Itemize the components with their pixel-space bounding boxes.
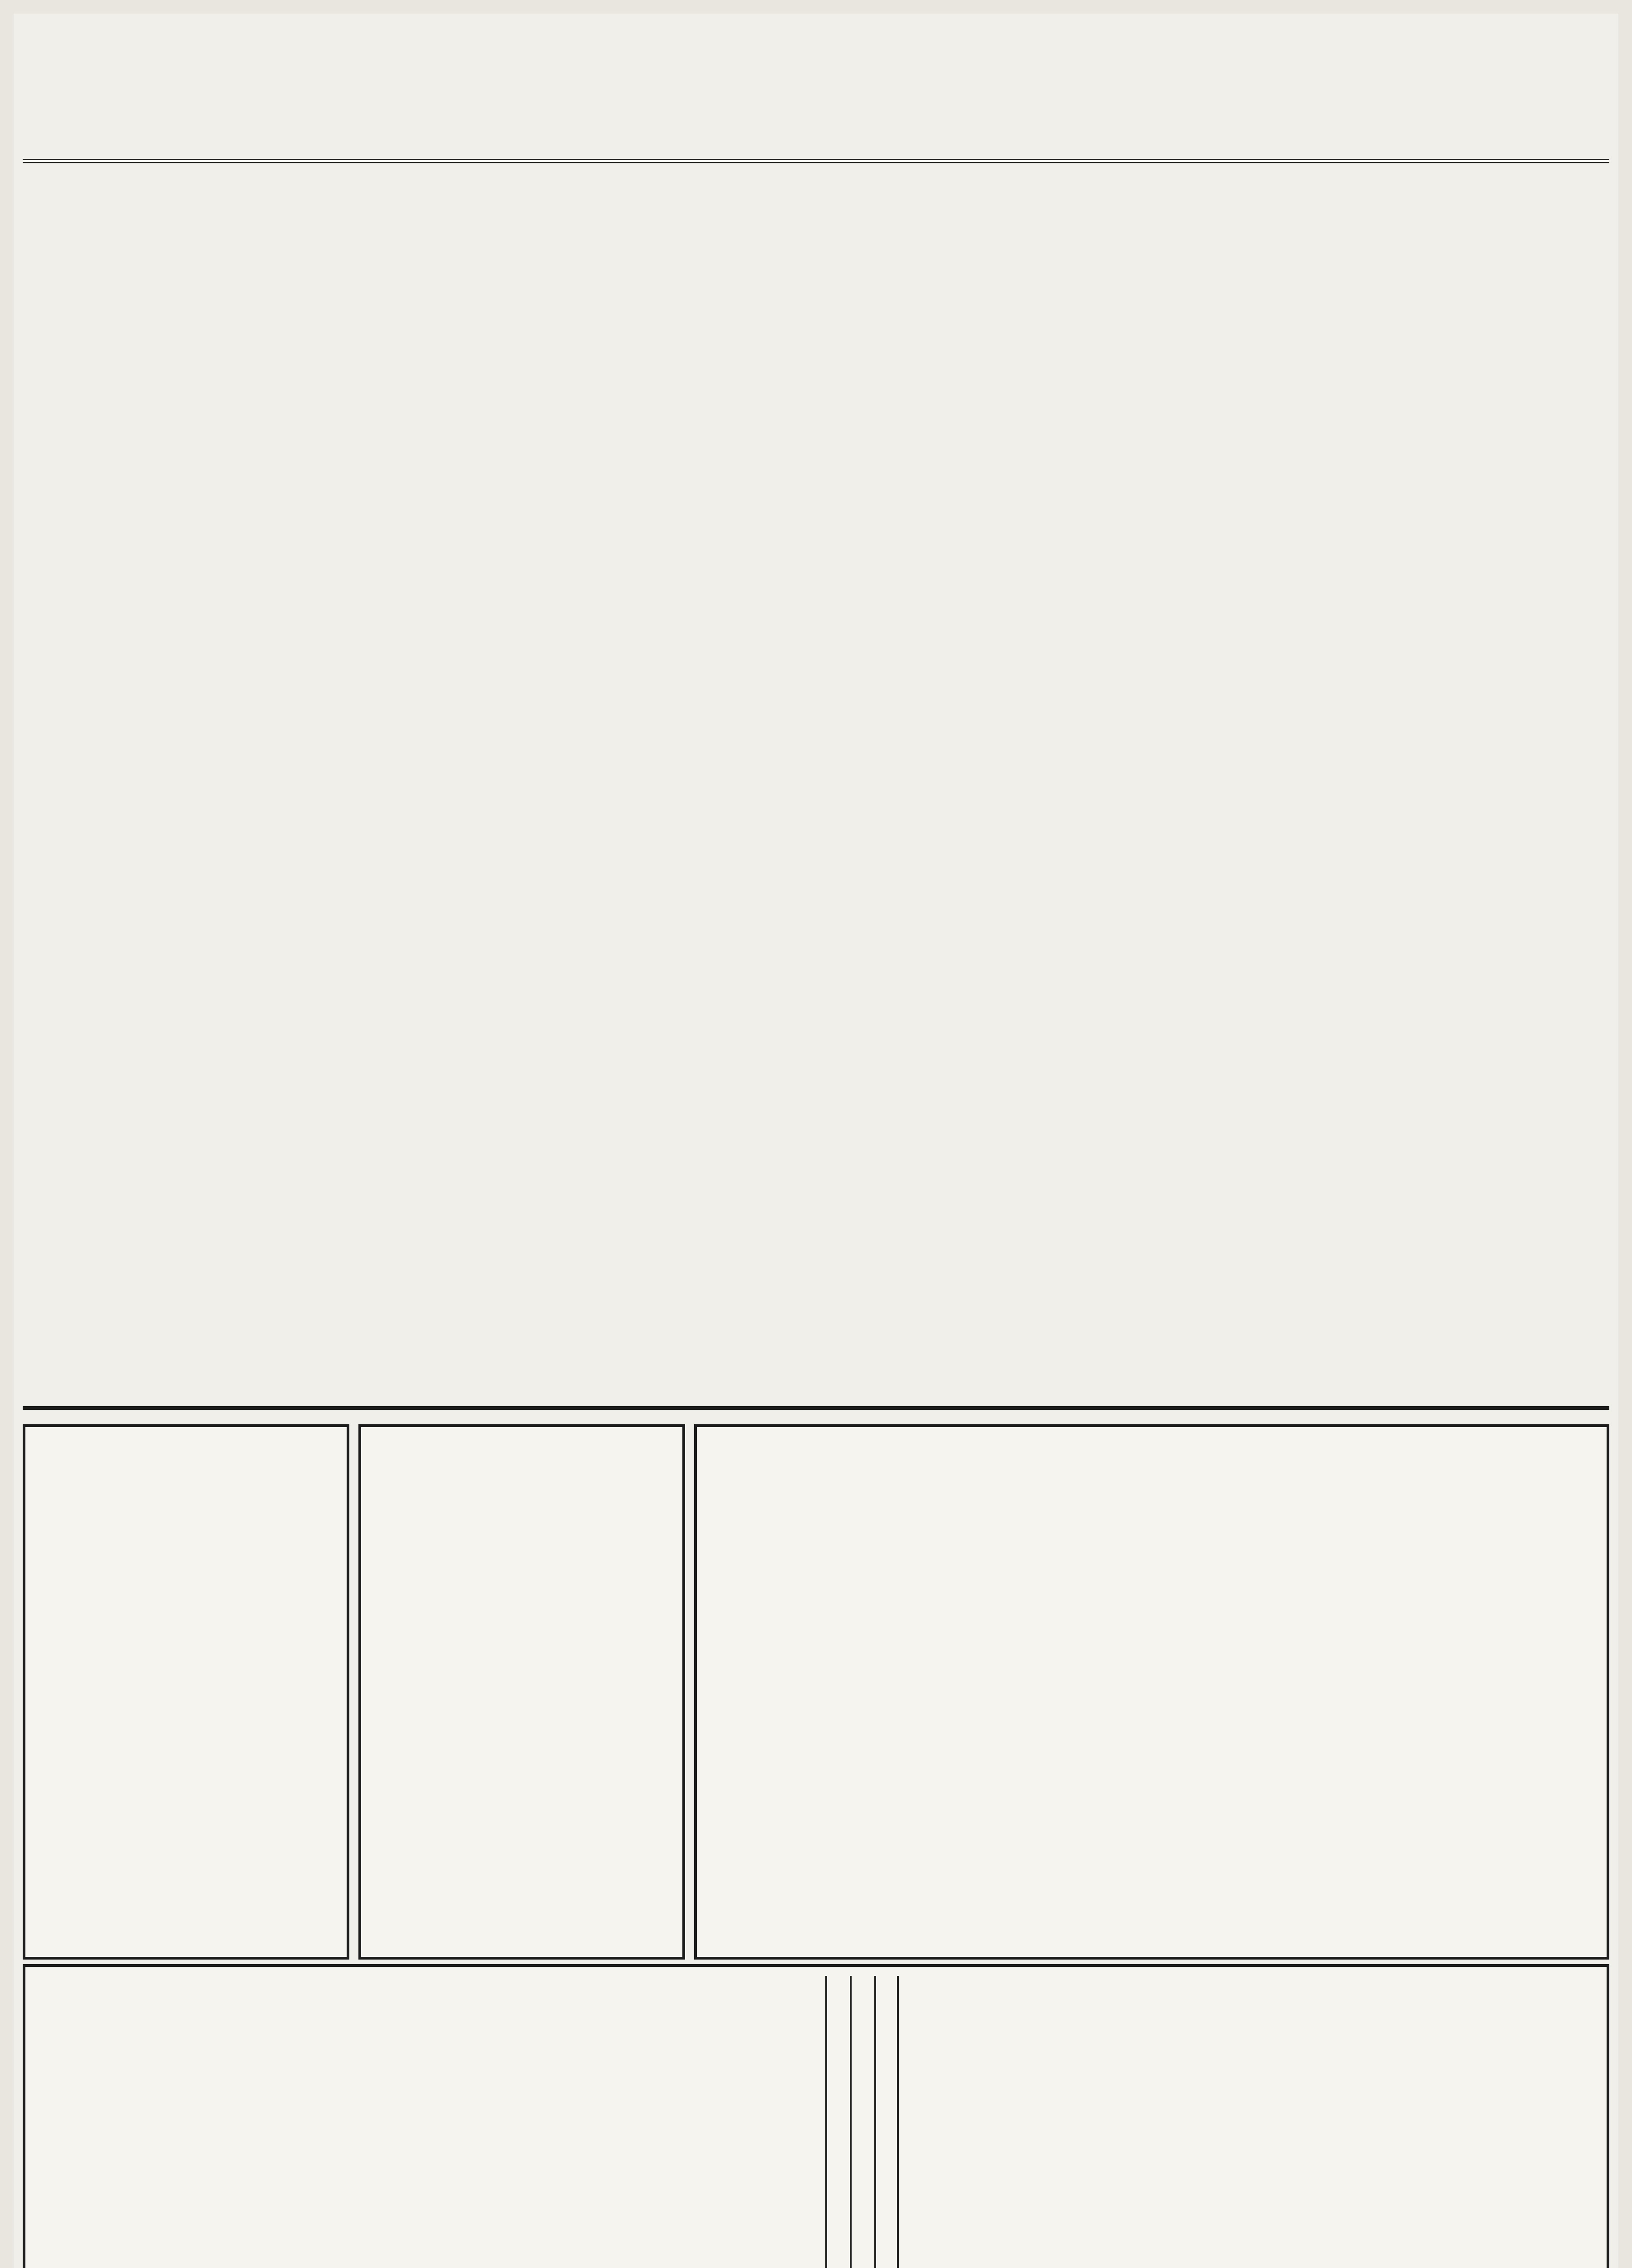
small-ads bbox=[37, 1976, 890, 2268]
debt-ad bbox=[694, 1424, 1609, 1960]
top-columns bbox=[23, 163, 1609, 1406]
acceptance-ad bbox=[874, 1976, 890, 2268]
accept2-ad bbox=[803, 1976, 816, 2268]
top-news-band bbox=[23, 163, 1609, 1410]
newspaper-page bbox=[14, 14, 1618, 2268]
bottom-ads bbox=[23, 1964, 1609, 2268]
statement-ad bbox=[850, 1976, 865, 2268]
masthead bbox=[23, 32, 1609, 163]
kuomintang-block bbox=[358, 1424, 685, 1960]
debt-ad-english bbox=[711, 1445, 928, 1590]
tatkeung-block bbox=[23, 1424, 349, 1960]
cloud-ad bbox=[825, 1976, 841, 2268]
store-ad bbox=[897, 1976, 1353, 2268]
debt-ad-text bbox=[1087, 1434, 1586, 1942]
liang-text bbox=[1375, 1976, 1539, 2268]
